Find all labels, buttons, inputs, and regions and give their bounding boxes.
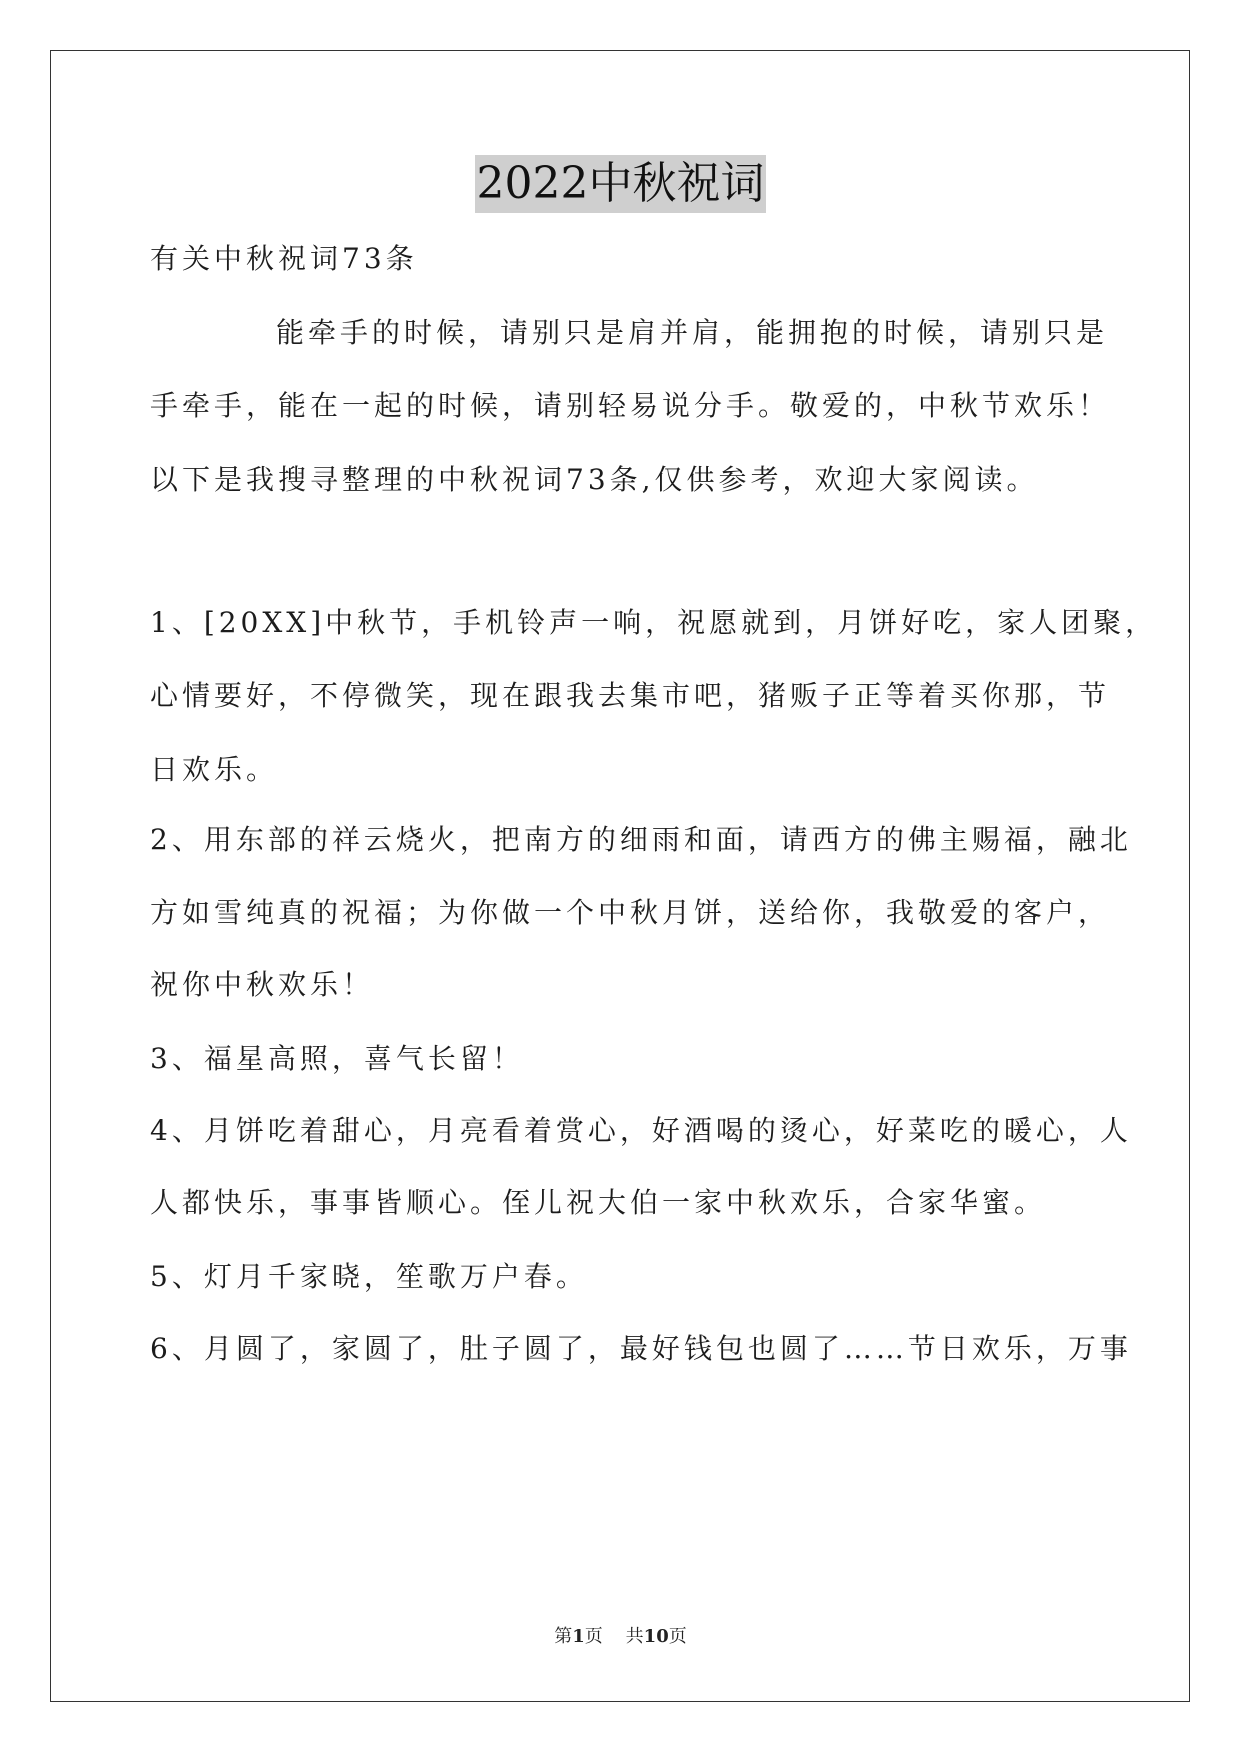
paragraph-line: 4、月饼吃着甜心，月亮看着赏心，好酒喝的烫心，好菜吃的暖心，人 [150,1114,1132,1147]
total-pages: 10 [643,1626,669,1647]
paragraph-line: 3、福星高照，喜气长留！ [150,1042,524,1075]
paragraph-line: 祝你中秋欢乐！ [150,968,375,1001]
paragraph-line: 日欢乐。 [150,753,279,786]
paragraph-line: 方如雪纯真的祝福；为你做一个中秋月饼，送给你，我敬爱的客户， [150,896,1111,929]
subtitle-line: 有关中秋祝词73条 [150,242,418,275]
paragraph-line: 能牵手的时候，请别只是肩并肩，能拥抱的时候，请别只是 [276,316,1109,349]
total-prefix: 共 [625,1626,644,1647]
paragraph-line: 5、灯月千家晓，笙歌万户春。 [150,1260,588,1293]
paragraph-line: 2、用东部的祥云烧火，把南方的细雨和面，请西方的佛主赐福，融北 [150,823,1132,856]
title-container [0,155,1241,213]
paragraph-line: 人都快乐，事事皆顺心。侄儿祝大伯一家中秋欢乐，合家华蜜。 [150,1186,1047,1219]
page-prefix: 第 [554,1626,573,1647]
page-unit: 页 [584,1626,603,1647]
paragraph-line: 以下是我搜寻整理的中秋祝词73条,仅供参考，欢迎大家阅读。 [150,463,1039,496]
document-title: 2022中秋祝词 [475,155,767,213]
total-unit: 页 [668,1626,687,1647]
page-number: 1 [572,1626,585,1647]
paragraph-line: 心情要好，不停微笑，现在跟我去集市吧，猪贩子正等着买你那，节 [150,679,1111,712]
paragraph-line: 6、月圆了，家圆了，肚子圆了，最好钱包也圆了……节日欢乐，万事 [150,1332,1132,1365]
paragraph-line: 1、[20XX]中秋节，手机铃声一响，祝愿就到，月饼好吃，家人团聚， [150,606,1158,639]
page-border [50,50,1190,1702]
page-footer [0,1625,1241,1649]
paragraph-line: 手牵手，能在一起的时候，请别轻易说分手。敬爱的，中秋节欢乐！ [150,389,1111,422]
